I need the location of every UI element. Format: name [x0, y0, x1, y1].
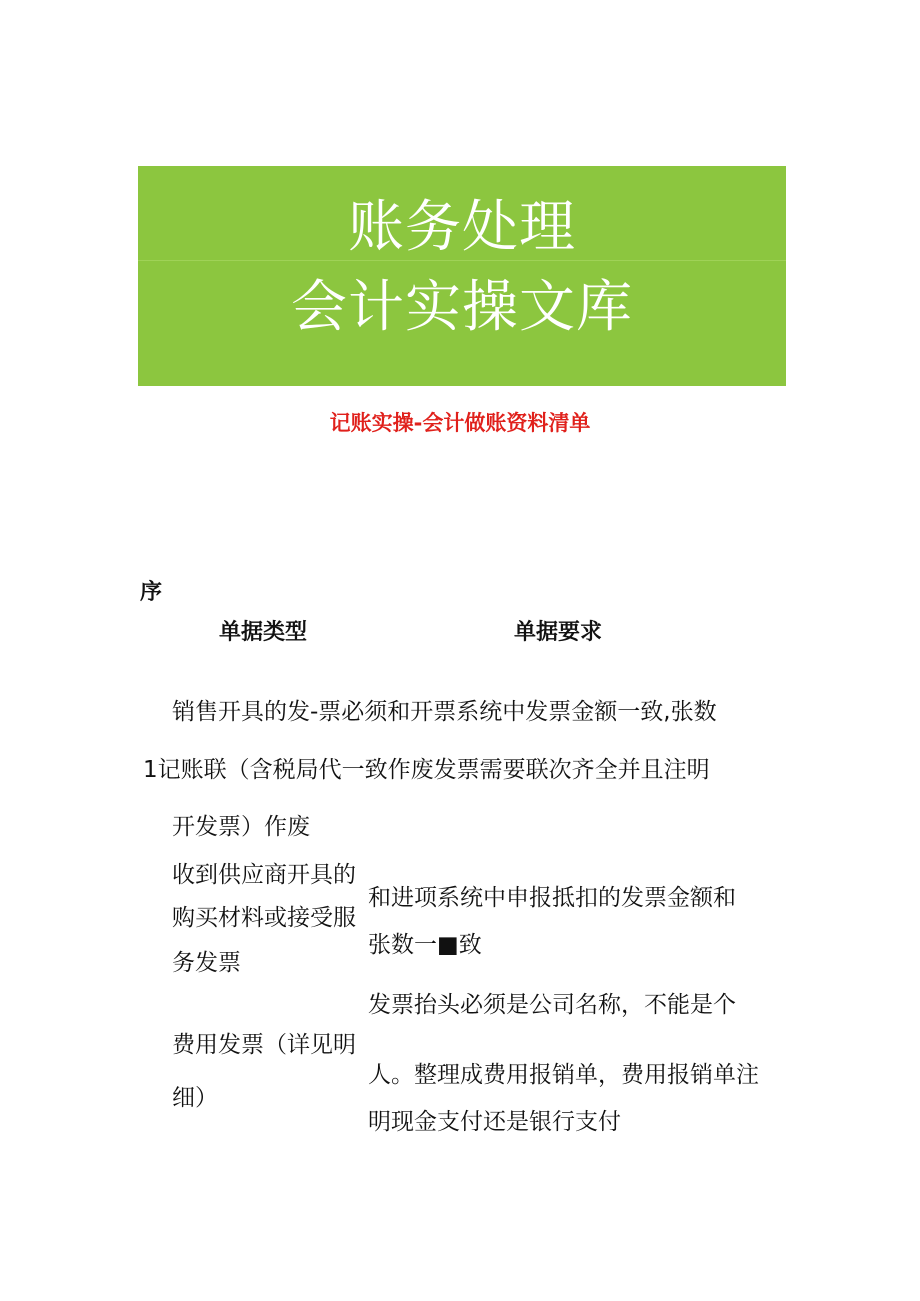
header-doc-requirement: 单据要求 [514, 620, 603, 645]
title-banner [138, 166, 786, 386]
row2-req-line2: 张数一■致 [368, 932, 482, 958]
row3-req-line1: 发票抬头必须是公司名称，不能是个 [368, 992, 736, 1018]
row2-req-line1: 和进项系统中申报抵扣的发票金额和 [368, 885, 736, 911]
row2-type-line2: 购买材料或接受服 [172, 905, 356, 931]
row1-line1: 销售开具的发-票必须和开票系统中发票金额一致,张数 [172, 699, 717, 725]
banner-title-line1: 账务处理 [348, 195, 576, 260]
row1-line3: 开发票）作废 [172, 814, 310, 840]
row2-type-line1: 收到供应商开具的 [172, 862, 356, 888]
row3-req-line3: 明现金支付还是银行支付 [368, 1109, 621, 1135]
document-subtitle: 记账实操-会计做账资料清单 [329, 411, 591, 435]
row1-line2: 1记账联（含税局代一致作废发票需要联次齐全并且注明 [143, 757, 710, 783]
banner-divider [138, 260, 786, 261]
row3-req-line2: 人。整理成费用报销单，费用报销单注 [368, 1062, 759, 1088]
row3-type-line1: 费用发票（详见明 [172, 1032, 356, 1058]
header-doc-type: 单据类型 [219, 620, 308, 645]
row3-type-line2: 细） [172, 1085, 218, 1111]
banner-title-line2: 会计实操文库 [291, 275, 633, 340]
row2-type-line3: 务发票 [172, 950, 241, 976]
header-seq: 序 [140, 580, 163, 605]
